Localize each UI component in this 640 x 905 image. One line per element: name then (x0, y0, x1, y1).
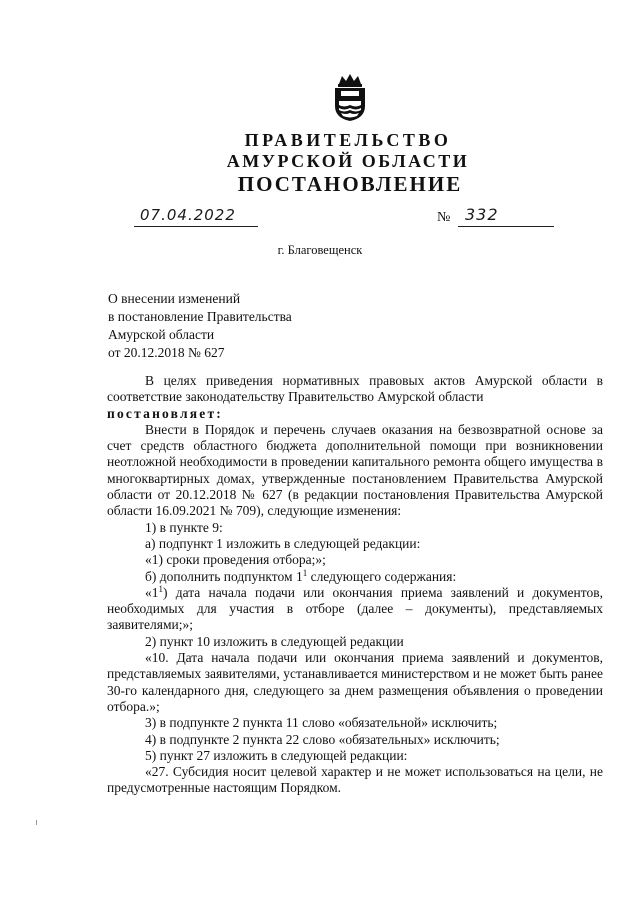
scan-mark (36, 820, 37, 825)
document-number: 332 (465, 205, 499, 224)
document-date: 07.04.2022 (140, 206, 236, 224)
item-4: 4) в подпункте 2 пункта 22 слово «обязательных» исключить; (145, 731, 500, 747)
item-1b (107, 569, 603, 585)
item-2: 2) пункт 10 изложить в следующей редакции (145, 633, 404, 649)
item-3: 3) в подпункте 2 пункта 11 слово «обязательной» исключить; (145, 715, 498, 731)
title-line: Амурской области (108, 327, 215, 342)
superscript: 1 (158, 583, 163, 594)
superscript: 1 (302, 567, 308, 578)
number-underline (458, 226, 554, 227)
item-1b-quote-text: ) дата начала подачи или окончания приема заявлений и документов, необходимых для участия в отборе (далее – документы), представляемых заявителями;»; (107, 584, 603, 633)
item-1a-text: «1) сроки проведения отбора;»; (145, 552, 326, 568)
item-1b-text: б) дополнить подпунктом 1 (145, 568, 303, 584)
government-title: ПРАВИТЕЛЬСТВО (244, 130, 452, 150)
item-2-text: «10. Дата начала подачи или окончания приема заявлений и документов, представляемых заявителями, устанавливается министерством и не может быть ранее 30-го календарного дня, следующего за днем размещения объявления о проведении отбора.»; (107, 650, 603, 714)
document-body (107, 373, 603, 797)
item-1: 1) в пункте 9: (145, 519, 223, 535)
item-1b-text: следующего содержания: (307, 568, 457, 584)
document-type: ПОСТАНОВЛЕНИЕ (237, 172, 463, 196)
item-5: 5) пункт 27 изложить в следующей редакции: (145, 747, 408, 763)
number-label: № (437, 210, 451, 225)
preamble-paragraph: В целях приведения нормативных правовых актов Амурской области в соответствие законодательству Правительство Амурской области (107, 373, 603, 405)
region-title: АМУРСКОЙ ОБЛАСТИ (226, 151, 470, 171)
title-line: в постановление Правительства (108, 309, 292, 324)
item-1b-quote-text: «1 (145, 584, 159, 600)
date-underline (134, 226, 258, 227)
document-title (108, 290, 292, 362)
item-1a: а) подпункт 1 изложить в следующей редакции: (145, 535, 421, 551)
title-line: от 20.12.2018 № 627 (108, 345, 225, 360)
main-paragraph: Внести в Порядок и перечень случаев оказания на безвозвратной основе за счет средств областного бюджета дополнительной помощи при возникновении неотложной необходимости в проведении капитального ремонта общего имущества в многоквартирных домах, утвержденные постановлением Правительства Амурской области от 20.12.2018 № 627 (в редакции постановления Правительства Амурской области 16.09.2021 № 709), следующие изменения: (107, 421, 603, 519)
item-1b-quote (107, 585, 603, 634)
city-name: г. Благовещенск (277, 243, 363, 257)
item-5-text: «27. Субсидия носит целевой характер и не может использоваться на цели, не предусмотренные настоящим Порядком. (107, 764, 603, 796)
title-line: О внесении изменений (108, 291, 241, 306)
coat-of-arms-icon (330, 74, 370, 122)
decree-word: постановляет: (107, 405, 223, 421)
